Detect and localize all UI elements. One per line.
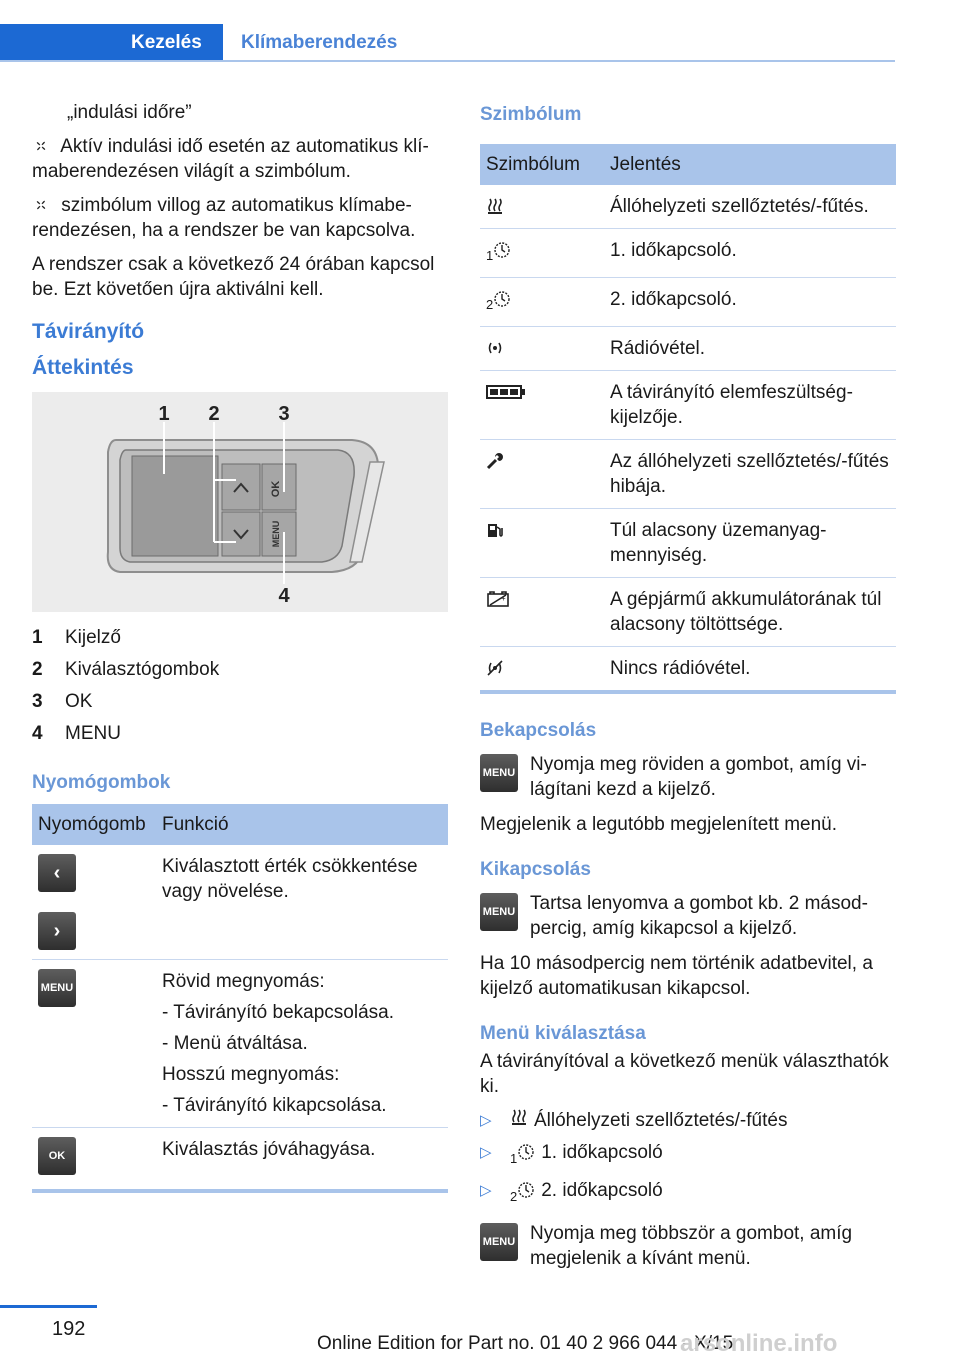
no-radio-reception-icon	[486, 659, 504, 677]
legend-item	[32, 686, 448, 718]
function-line: - Távirányító bekapcsolása.	[162, 1002, 394, 1023]
meaning-cell: Állóhelyzeti szellőztetés/-fűtés.	[604, 185, 896, 229]
left-column	[32, 100, 448, 1193]
table-cell-function: Kiválasztott érték csökkentése vagy növelése.	[156, 845, 448, 960]
meaning-cell: 1. időkapcsoló.	[604, 229, 896, 278]
menu-button-cell	[32, 960, 156, 1128]
bullet-triangle-icon: ▷	[480, 1112, 492, 1129]
timer-2-icon	[493, 290, 511, 308]
diagram-label-4: 4	[278, 585, 290, 607]
table-row	[480, 229, 896, 278]
diagram-legend	[32, 622, 448, 750]
function-line: - Távirányító kikapcsolása.	[162, 1095, 387, 1116]
symbols-table	[480, 144, 896, 694]
diagram-label-3: 3	[278, 403, 290, 425]
buttons-table	[32, 804, 448, 1193]
function-line: - Menü átváltása.	[162, 1033, 308, 1054]
menu-button[interactable]: MENU	[38, 969, 76, 1007]
timer-prefix: 2	[486, 297, 494, 312]
legend-text: MENU	[65, 723, 121, 744]
legend-number: 3	[32, 691, 43, 712]
timer-prefix: 1	[486, 248, 494, 263]
timer-prefix: 1	[510, 1151, 518, 1166]
meaning-cell: Rádióvétel.	[604, 327, 896, 371]
bullet-triangle-icon: ▷	[480, 1182, 492, 1199]
heading-remote: Távirányító	[32, 320, 145, 343]
table-header-meaning: Jelentés	[604, 144, 896, 185]
table-row	[480, 578, 896, 647]
table-row	[32, 1128, 448, 1192]
heading-switch-off: Kikapcsolás	[480, 859, 591, 880]
legend-text: Kijelző	[65, 627, 121, 648]
fan-icon	[32, 137, 50, 155]
menu-instruction-text: Nyomja meg többször a gombot, amíg megjelenik a kívánt menü.	[530, 1223, 853, 1269]
heading-buttons: Nyomógombok	[32, 772, 171, 793]
heading-symbols: Szimbólum	[480, 104, 582, 125]
table-header-button: Nyomógomb	[32, 804, 156, 845]
svg-text:+: +	[501, 594, 506, 603]
legend-item	[32, 622, 448, 654]
legend-number: 1	[32, 627, 43, 648]
switch-off-text: Tartsa lenyomva a gombot kb. 2 másodpercig, amíg kikapcsol a kijelző.	[530, 893, 868, 939]
table-row	[480, 278, 896, 327]
function-line: Hosszú megnyomás:	[162, 1064, 340, 1085]
paragraph-1-text: Aktív indulási idő esetén az automatikus klímaberendezésen világít a szimbólum.	[32, 136, 429, 182]
fuel-pump-icon	[486, 521, 504, 539]
paragraph-3: A rendszer csak a következő 24 órában kapcsol be. Ezt követően újra aktiválni kell.	[32, 254, 435, 300]
function-line: Rövid megnyomás:	[162, 971, 325, 992]
wrench-icon	[486, 452, 504, 470]
meaning-cell: A gépjármű akkumulátorának túl alacsony töltöttsége.	[604, 578, 896, 647]
switch-off-result: Ha 10 másodpercig nem történik adatbevitel, a kijelző automatikusan kikapcsol.	[480, 953, 873, 999]
heading-overview: Áttekintés	[32, 356, 134, 379]
right-arrow-button[interactable]: ›	[38, 912, 76, 950]
heading-menu-selection: Menü kiválasztása	[480, 1023, 646, 1044]
edition-note: Online Edition for Part no. 01 40 2 966 044 - X/15	[317, 1333, 734, 1354]
bullet-triangle-icon: ▷	[480, 1144, 492, 1161]
timer-prefix: 2	[510, 1189, 518, 1204]
switch-on-instruction	[480, 752, 896, 802]
diagram-label-2: 2	[208, 403, 220, 425]
symbol-cell	[480, 578, 604, 647]
table-row	[480, 509, 896, 578]
legend-text: Kiválasztógombok	[65, 659, 220, 680]
switch-off-instruction	[480, 891, 896, 941]
menu-button[interactable]: MENU	[480, 754, 518, 792]
battery-icon	[486, 383, 526, 401]
timer-2-icon	[517, 1181, 535, 1199]
table-header-symbol: Szimbólum	[480, 144, 604, 185]
meaning-cell: Az állóhelyzeti szellőztetés/-fűtés hibája.	[604, 440, 896, 509]
remote-illustration	[32, 392, 448, 612]
legend-number: 2	[32, 659, 43, 680]
list-item	[480, 1178, 896, 1209]
symbol-cell	[480, 371, 604, 440]
watermark: arsonline.info	[680, 1330, 838, 1357]
ok-button-cell	[32, 1128, 156, 1192]
meaning-cell: 2. időkapcsoló.	[604, 278, 896, 327]
heating-icon	[510, 1108, 528, 1126]
arrow-buttons-cell	[32, 845, 156, 960]
timer-1-icon	[493, 241, 511, 259]
left-arrow-button[interactable]: ‹	[38, 854, 76, 892]
table-row	[480, 371, 896, 440]
menu-button[interactable]: MENU	[480, 893, 518, 931]
list-item-text: Állóhelyzeti szellőztetés/-fűtés	[534, 1110, 788, 1131]
page-number: 192	[52, 1318, 86, 1340]
heating-icon	[486, 197, 504, 215]
paragraph-1	[32, 134, 448, 184]
table-header-row	[480, 144, 896, 185]
switch-on-text: Nyomja meg röviden a gombot, amíg világítani kezd a kijelző.	[530, 754, 867, 800]
section-tab[interactable]: Kezelés	[0, 24, 223, 62]
list-item-text: 2. időkapcsoló	[541, 1180, 663, 1201]
meaning-cell: Túl alacsony üzemanyagmennyiség.	[604, 509, 896, 578]
switch-on-result: Megjelenik a legutóbb megjelenített menü.	[480, 814, 838, 835]
timer-1-icon	[517, 1143, 535, 1161]
table-row	[480, 327, 896, 371]
list-item	[480, 1140, 896, 1171]
meaning-cell: A távirányító elemfeszültségkijelzője.	[604, 371, 896, 440]
symbol-cell	[480, 440, 604, 509]
list-item	[480, 1108, 896, 1133]
table-row	[480, 647, 896, 693]
meaning-cell: Nincs rádióvétel.	[604, 647, 896, 693]
symbol-cell	[480, 229, 604, 278]
diagram-label-1: 1	[158, 403, 170, 425]
table-cell-function: Kiválasztás jóváhagyása.	[156, 1128, 448, 1192]
table-header-function: Funkció	[156, 804, 448, 845]
table-header-row	[32, 804, 448, 845]
diagram-menu-key: MENU	[271, 520, 281, 548]
symbol-cell	[480, 647, 604, 693]
header-divider	[0, 60, 895, 62]
menu-button[interactable]: MENU	[480, 1223, 518, 1261]
paragraph-2	[32, 193, 448, 243]
diagram-ok-key: OK	[270, 480, 282, 498]
paragraph-2-text: szimbólum villog az automatikus klímaberendezésen, ha a rendszer be van kapcsolva.	[32, 195, 416, 241]
intro-line: „indulási időre”	[67, 102, 192, 123]
right-column	[480, 100, 896, 1281]
legend-number: 4	[32, 723, 43, 744]
symbol-cell	[480, 509, 604, 578]
menu-intro: A távirányítóval a következő menük választhatók ki.	[480, 1051, 889, 1097]
chapter-tab[interactable]: Klímaberendezés	[241, 32, 398, 53]
table-cell-function	[156, 960, 448, 1128]
heading-switch-on: Bekapcsolás	[480, 720, 597, 741]
menu-instruction	[480, 1221, 896, 1271]
table-row	[480, 185, 896, 229]
legend-item	[32, 654, 448, 686]
symbol-cell	[480, 327, 604, 371]
left-arrow-button-wrap	[38, 854, 150, 892]
fan-icon	[32, 196, 50, 214]
footer-divider	[0, 1305, 97, 1308]
table-row	[480, 440, 896, 509]
page-header	[0, 24, 895, 62]
symbol-cell	[480, 278, 604, 327]
symbol-cell	[480, 185, 604, 229]
radio-reception-icon	[486, 339, 504, 357]
table-row	[32, 960, 448, 1128]
remote-diagram	[32, 392, 448, 612]
legend-text: OK	[65, 691, 93, 712]
list-item-text: 1. időkapcsoló	[541, 1142, 663, 1163]
car-battery-icon	[486, 590, 510, 608]
legend-item	[32, 718, 448, 750]
ok-button[interactable]: OK	[38, 1137, 76, 1175]
table-row	[32, 845, 448, 960]
right-arrow-button-wrap	[38, 912, 150, 950]
